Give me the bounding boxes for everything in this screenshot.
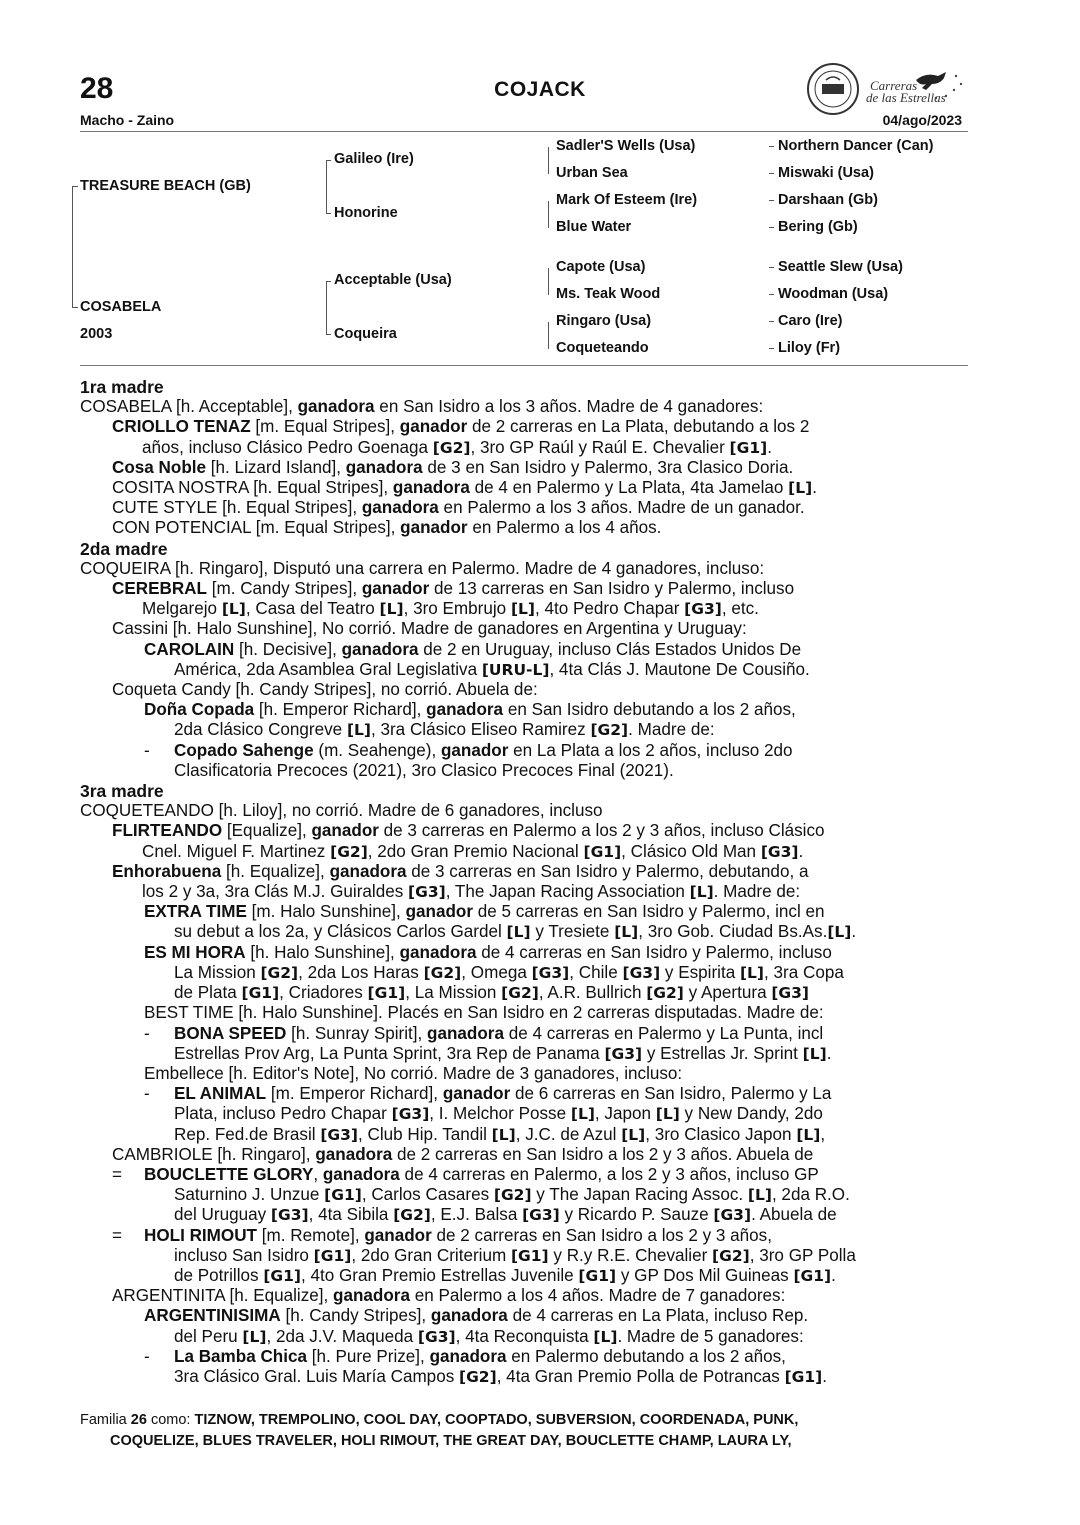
produce-entry: América, 2da Asamblea Gral Legislativa [URU-L], 4ta Clás J. Mautone De Cousiño.: [174, 659, 810, 679]
produce-entry: 3ra Clásico Gral. Luis María Campos [G2], 4ta Gran Premio Polla de Potrancas [G1].: [174, 1366, 828, 1386]
bracket-line: [769, 267, 774, 268]
family-number: 26: [130, 1412, 147, 1428]
bracket-line: [769, 173, 774, 174]
header-rule: [80, 131, 968, 132]
produce-entry: Doña Copada [h. Emperor Richard], ganadora en San Isidro debutando a los 2 años,: [144, 700, 796, 720]
produce-entry: CON POTENCIAL [m. Equal Stripes], ganador en Palermo a los 4 años.: [112, 518, 662, 538]
pedigree-gen2: Acceptable (Usa): [334, 272, 452, 288]
produce-entry: Cosa Noble [h. Lizard Island], ganadora de 3 en San Isidro y Palermo, 3ra Clasico Doria.: [112, 457, 794, 477]
produce-entry: COSITA NOSTRA [h. Equal Stripes], ganadora de 4 en Palermo y La Plata, 4ta Jamelao [L].: [112, 478, 817, 498]
produce-entry: Melgarejo [L], Casa del Teatro [L], 3ro Embrujo [L], 4to Pedro Chapar [G3], etc.: [142, 599, 759, 619]
bracket-line: [72, 186, 78, 187]
pedigree-dam-year: 2003: [80, 326, 113, 342]
family-label: Familia: [80, 1412, 127, 1428]
bracket-line: [326, 160, 331, 161]
pedigree-gen4: Miswaki (Usa): [778, 165, 874, 181]
pedigree-gen4: Liloy (Fr): [778, 340, 841, 356]
family-line-1: [80, 1410, 980, 1431]
produce-entry: BEST TIME [h. Halo Sunshine]. Placés en San Isidro en 2 carreras disputadas. Madre de:: [144, 1003, 824, 1023]
produce-entry: ARGENTINISIMA [h. Candy Stripes], ganadora de 4 carreras en La Plata, incluso Rep.: [144, 1306, 809, 1326]
pedigree-gen2: Coqueira: [334, 326, 397, 342]
produce-entry: - La Bamba Chica [h. Pure Prize], ganadora en Palermo debutando a los 2 años,: [144, 1346, 786, 1366]
bracket-line: [769, 200, 774, 201]
pedigree-sire: TREASURE BEACH (GB): [80, 178, 251, 194]
sale-date: 04/ago/2023: [882, 112, 962, 128]
pedigree-gen3: Coqueteando: [556, 340, 649, 356]
dam-entry: COQUETEANDO [h. Liloy], no corrió. Madre de 6 ganadores, incluso: [80, 801, 603, 821]
pedigree-gen4: Seattle Slew (Usa): [778, 259, 903, 275]
produce-entry: Rep. Fed.de Brasil [G3], Club Hip. Tandil [L], J.C. de Azul [L], 3ro Clasico Japon [L],: [174, 1124, 826, 1144]
family-como: como:: [150, 1412, 191, 1428]
produce-entry: Cnel. Miguel F. Martinez [G2], 2do Gran Premio Nacional [G1], Clásico Old Man [G3].: [142, 841, 804, 861]
produce-entry: incluso San Isidro [G1], 2do Gran Criterium [G1] y R.y R.E. Chevalier [G2], 3ro GP Polla: [174, 1245, 856, 1265]
bracket-line: [769, 146, 774, 147]
breeders-cup-seal-icon: [806, 62, 860, 121]
produce-entry: Estrellas Prov Arg, La Punta Sprint, 3ra Rep de Panama [G3] y Estrellas Jr. Sprint [L].: [174, 1043, 832, 1063]
bracket-line: [769, 321, 774, 322]
produce-entry: del Peru [L], 2da J.V. Maqueda [G3], 4ta Reconquista [L]. Madre de 5 ganadores:: [174, 1326, 804, 1346]
bracket-line: [72, 186, 73, 308]
produce-entry: Enhorabuena [h. Equalize], ganadora de 3 carreras en San Isidro y Palermo, debutando, a: [112, 861, 809, 881]
pedigree-gen4: Bering (Gb): [778, 219, 858, 235]
produce-entry: = HOLI RIMOUT [m. Remote], ganador de 2 carreras en San Isidro a los 2 y 3 años,: [112, 1225, 772, 1245]
produce-entry: años, incluso Clásico Pedro Goenaga [G2], 3ro GP Raúl y Raúl E. Chevalier [G1].: [142, 437, 772, 457]
produce-entry: ES MI HORA [h. Halo Sunshine], ganadora de 4 carreras en San Isidro y Palermo, incluso: [144, 942, 832, 962]
sex-color: Macho - Zaino: [80, 112, 175, 128]
pedigree-gen3: Blue Water: [556, 219, 632, 235]
family-note: [80, 1410, 980, 1452]
produce-entry: - Copado Sahenge (m. Seahenge), ganador en La Plata a los 2 años, incluso 2do: [144, 740, 793, 760]
produce-entry: Coqueta Candy [h. Candy Stripes], no corrió. Abuela de:: [112, 680, 538, 700]
pedigree-gen3: Capote (Usa): [556, 259, 646, 275]
pedigree-rule: [80, 365, 968, 366]
produce-entry: EXTRA TIME [m. Halo Sunshine], ganador de 5 carreras en San Isidro y Palermo, incl en: [144, 902, 825, 922]
produce-entry: CAROLAIN [h. Decisive], ganadora de 2 en Uruguay, incluso Clás Estados Unidos De: [144, 639, 802, 659]
bracket-line: [326, 213, 331, 214]
lot-number: 28: [80, 72, 114, 105]
pedigree-gen2: Galileo (Ire): [334, 151, 414, 167]
family-names: TIZNOW, TREMPOLINO, COOL DAY, COOPTADO, SUBVERSION, COORDENADA, PUNK,: [194, 1412, 799, 1428]
bracket-line: [326, 334, 331, 335]
pedigree-gen3: Ms. Teak Wood: [556, 286, 661, 302]
bracket-line: [326, 281, 331, 282]
bracket-line: [548, 268, 549, 295]
pedigree-gen2: Honorine: [334, 205, 398, 221]
produce-entry: de Plata [G1], Criadores [G1], La Mission [G2], A.R. Bullrich [G2] y Apertura [G3]: [174, 983, 810, 1003]
pedigree-gen4: Woodman (Usa): [778, 286, 889, 302]
produce-entry: CUTE STYLE [h. Equal Stripes], ganadora en Palermo a los 3 años. Madre de un ganador.: [112, 498, 805, 518]
produce-entry: - BONA SPEED [h. Sunray Spirit], ganadora de 4 carreras en Palermo y La Punta, incl: [144, 1023, 824, 1043]
produce-entry: Cassini [h. Halo Sunshine], No corrió. Madre de ganadores en Argentina y Uruguay:: [112, 619, 747, 639]
produce-entry: CAMBRIOLE [h. Ringaro], ganadora de 2 carreras en San Isidro a los 2 y 3 años. Abuela de: [112, 1144, 814, 1164]
produce-entry: del Uruguay [G3], 4ta Sibila [G2], E.J. Balsa [G3] y Ricardo P. Sauze [G3]. Abuela de: [174, 1205, 837, 1225]
produce-entry: ARGENTINITA [h. Equalize], ganadora en Palermo a los 4 años. Madre de 7 ganadores:: [112, 1286, 786, 1306]
produce-entry: CRIOLLO TENAZ [m. Equal Stripes], ganador de 2 carreras en La Plata, debutando a los 2: [112, 417, 810, 437]
bracket-line: [72, 307, 78, 308]
produce-entry: = BOUCLETTE GLORY, ganadora de 4 carreras en Palermo, a los 2 y 3 años, incluso GP: [112, 1164, 819, 1184]
produce-entry: los 2 y 3a, 3ra Clás M.J. Guiraldes [G3], The Japan Racing Association [L]. Madre de:: [142, 882, 801, 902]
produce-record: [80, 377, 972, 1387]
horse-name: COJACK: [494, 78, 586, 101]
produce-entry: - EL ANIMAL [m. Emperor Richard], ganador de 6 carreras en San Isidro, Palermo y La: [144, 1084, 832, 1104]
produce-entry: su debut a los 2a, y Clásicos Carlos Gardel [L] y Tresiete [L], 3ro Gob. Ciudad Bs.As.[L].: [174, 922, 857, 942]
produce-entry: Plata, incluso Pedro Chapar [G3], I. Melchor Posse [L], Japon [L] y New Dandy, 2do: [174, 1104, 823, 1124]
section-heading-1ra-madre: 1ra madre: [80, 377, 164, 397]
bracket-line: [769, 227, 774, 228]
logo-text-2: de las Estrellas: [866, 90, 946, 105]
carreras-logo: [866, 66, 966, 108]
produce-entry: La Mission [G2], 2da Los Haras [G2], Omega [G3], Chile [G3] y Espirita [L], 3ra Copa: [174, 962, 844, 982]
bracket-line: [769, 348, 774, 349]
pedigree-gen3: Mark Of Esteem (Ire): [556, 192, 698, 208]
pedigree-gen3: Urban Sea: [556, 165, 628, 181]
pedigree-gen4: Darshaan (Gb): [778, 192, 878, 208]
produce-entry: de Potrillos [G1], 4to Gran Premio Estrellas Juvenile [G1] y GP Dos Mil Guineas [G1].: [174, 1265, 836, 1285]
pedigree-gen4: Northern Dancer (Can): [778, 138, 934, 154]
family-line-2: [80, 1431, 980, 1452]
bracket-line: [326, 160, 327, 214]
pedigree-gen4: Caro (Ire): [778, 313, 843, 329]
family-names: COQUELIZE, BLUES TRAVELER, HOLI RIMOUT, THE GREAT DAY, BOUCLETTE CHAMP, LAURA LY,: [110, 1433, 792, 1449]
section-heading-2da-madre: 2da madre: [80, 538, 168, 559]
produce-entry: Embellece [h. Editor's Note], No corrió. Madre de 3 ganadores, incluso:: [144, 1063, 683, 1083]
bracket-line: [326, 281, 327, 335]
produce-entry: CEREBRAL [m. Candy Stripes], ganador de 13 carreras en San Isidro y Palermo, incluso: [112, 579, 795, 599]
pedigree-gen3: Ringaro (Usa): [556, 313, 652, 329]
produce-entry: Saturnino J. Unzue [G1], Carlos Casares [G2] y The Japan Racing Assoc. [L], 2da R.O.: [174, 1185, 850, 1205]
dam-entry: COQUEIRA [h. Ringaro], Disputó una carrera en Palermo. Madre de 4 ganadores, incluso:: [80, 558, 765, 578]
produce-entry: Clasificatoria Precoces (2021), 3ro Clasico Precoces Final (2021).: [174, 760, 674, 780]
produce-entry: FLIRTEANDO [Equalize], ganador de 3 carreras en Palermo a los 2 y 3 años, incluso Clásico: [112, 821, 825, 841]
bracket-line: [548, 322, 549, 349]
produce-entry: 2da Clásico Congreve [L], 3ra Clásico Eliseo Ramirez [G2]. Madre de:: [174, 720, 715, 740]
logo-text-1: Carreras: [870, 78, 918, 93]
section-heading-3ra-madre: 3ra madre: [80, 781, 164, 802]
bracket-line: [548, 147, 549, 174]
dam-entry: COSABELA [h. Acceptable], ganadora en San Isidro a los 3 años. Madre de 4 ganadores:: [80, 397, 764, 417]
pedigree-gen3: Sadler'S Wells (Usa): [556, 138, 696, 154]
bracket-line: [769, 294, 774, 295]
pedigree-dam: COSABELA: [80, 299, 162, 315]
bracket-line: [548, 201, 549, 228]
